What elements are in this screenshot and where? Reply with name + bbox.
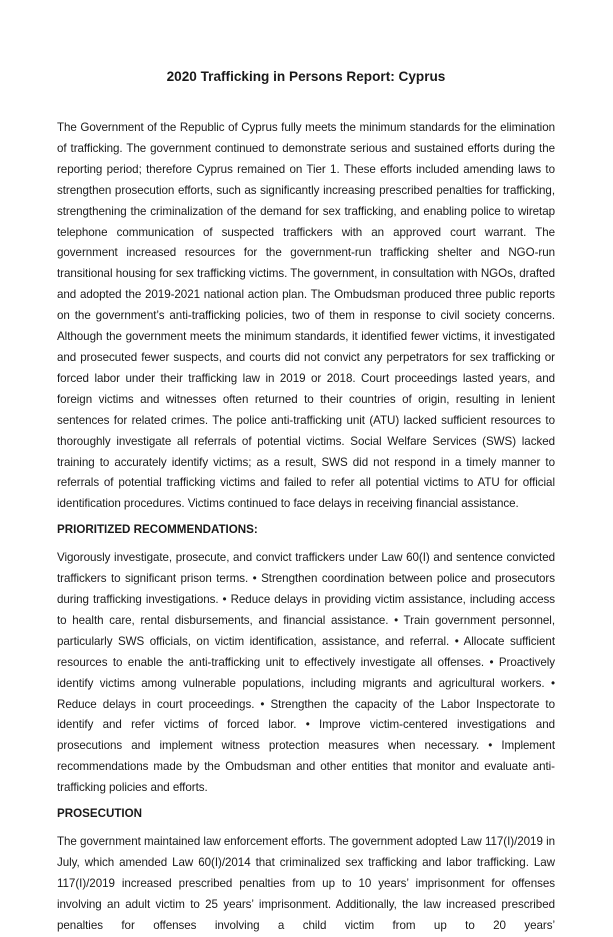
section-recommendations <box>57 520 555 799</box>
document-page <box>57 66 555 937</box>
document-title: 2020 Trafficking in Persons Report: Cyprus <box>166 69 446 84</box>
section-heading-prosecution: PROSECUTION <box>57 807 143 821</box>
prosecution-paragraph: The government maintained law enforcement efforts. The government adopted Law 117(I)/2019 in July, which amended Law 60(I)/2014 that criminalized sex trafficking and labor trafficking. Law 117(I)/2019 increased prescribed penalties from up to 10 years’ imprisonment for offenses involving an adult victim to 25 years’ imprisonment. Additionally, the law increased prescribed penalties for offenses involving a child victim from up to 20 years’ <box>57 835 555 932</box>
section-heading-recommendations: PRIORITIZED RECOMMENDATIONS: <box>57 523 258 537</box>
section-prosecution <box>57 804 555 937</box>
intro-paragraph: The Government of the Republic of Cyprus fully meets the minimum standards for the elimination of trafficking. The government continued to demonstrate serious and sustained efforts during the reporting period; therefore Cyprus remained on Tier 1. These efforts included amending laws to strengthen prosecution efforts, such as significantly increasing prescribed penalties for trafficking, strengthening the criminalization of the demand for sex trafficking, and enabling police to wiretap telephone communication of suspected traffickers with an approved court warrant. The government increased resources for the government-run trafficking shelter and NGO-run transitional housing for sex trafficking victims. The government, in consultation with NGOs, drafted and adopted the 2019-2021 national action plan. The Ombudsman produced three public reports on the government’s anti-trafficking policies, two of them in response to civil society concerns. Although the government meets the minimum standards, it identified fewer victims, it investigated and prosecuted fewer suspects, and courts did not convict any perpetrators for sex trafficking or forced labor under their trafficking law in 2019 or 2018. Court proceedings lasted years, and foreign victims and witnesses often returned to their countries of origin, resulting in lenient sentences for related crimes. The police anti-trafficking unit (ATU) lacked sufficient resources to thoroughly investigate all referrals of potential victims. Social Welfare Services (SWS) lacked training to accurately identify victims; as a result, SWS did not respond in a timely manner to referrals of potential trafficking victims and failed to refer all potential victims to ATU for official identification procedures. Victims continued to face delays in receiving financial assistance. <box>57 121 555 511</box>
recommendations-paragraph: Vigorously investigate, prosecute, and convict traffickers under Law 60(I) and sentence convicted traffickers to significant prison terms. • Strengthen coordination between police and prosecutors during trafficking investigations. • Reduce delays in providing victim assistance, including access to health care, rental disbursements, and financial assistance. • Train government personnel, particularly SWS officials, on victim identification, assistance, and referral. • Allocate sufficient resources to enable the anti-trafficking unit to effectively investigate all offenses. • Proactively identify victims among vulnerable populations, including migrants and agricultural workers. • Reduce delays in court proceedings. • Strengthen the capacity of the Labor Inspectorate to identify and refer victims of forced labor. • Improve victim-centered investigations and prosecutions and implement witness protection measures when necessary. • Implement recommendations made by the Ombudsman and other entities that monitor and evaluate anti-trafficking policies and efforts. <box>57 551 555 795</box>
